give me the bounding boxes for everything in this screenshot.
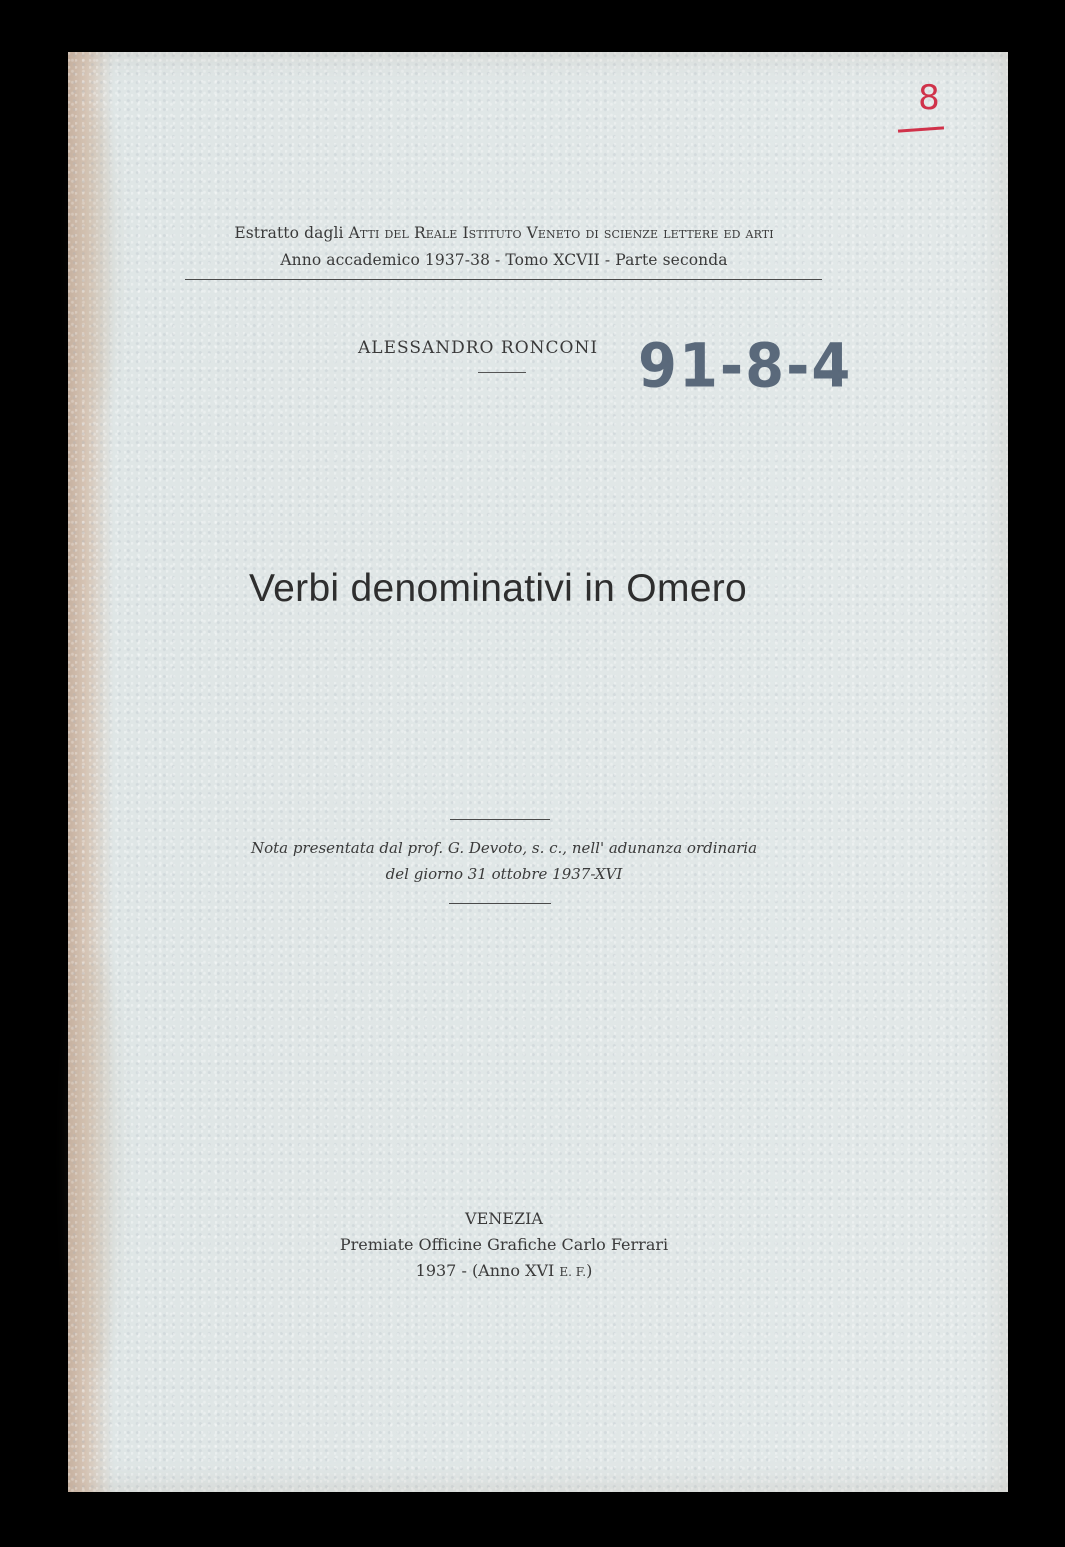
imprint [284, 1206, 724, 1285]
header-institution: Atti del Reale Istituto Veneto di scienze lettere ed arti [348, 224, 774, 242]
page-title: Verbi denominativi in Omero [249, 567, 747, 610]
pamphlet-cover [68, 52, 1008, 1492]
note-rule-bottom [449, 903, 551, 904]
header-line-2: Anno accademico 1937-38 - Tomo XCVII - Parte seconda [280, 251, 728, 269]
shelfmark-stamp: 91-8-4 [638, 331, 853, 402]
paper-stain [72, 952, 118, 1372]
pencil-mark: 8 [918, 78, 940, 118]
imprint-printer: Premiate Officine Grafiche Carlo Ferrari [339, 1235, 669, 1254]
imprint-city: VENEZIA [465, 1209, 543, 1228]
note-line-2: del giorno 31 ottobre 1937-XVI [385, 865, 623, 883]
header-prefix: Estratto dagli [234, 224, 349, 242]
note-rule-top [450, 819, 550, 820]
offprint-header [184, 220, 824, 274]
note-line-1: Nota presentata dal prof. G. Devoto, s. c., nell' adunanza ordinaria [250, 839, 758, 857]
header-rule [185, 279, 822, 280]
pencil-underline [898, 126, 944, 132]
header-line-1 [184, 220, 824, 247]
presentation-note [194, 835, 814, 887]
imprint-date [284, 1258, 724, 1285]
paper-stain [76, 112, 116, 412]
imprint-year-close: ) [586, 1261, 593, 1280]
imprint-era: E. F. [559, 1265, 587, 1279]
imprint-year: 1937 - (Anno XVI [415, 1261, 560, 1280]
author-name: ALESSANDRO RONCONI [358, 338, 599, 358]
author-rule [478, 372, 526, 373]
